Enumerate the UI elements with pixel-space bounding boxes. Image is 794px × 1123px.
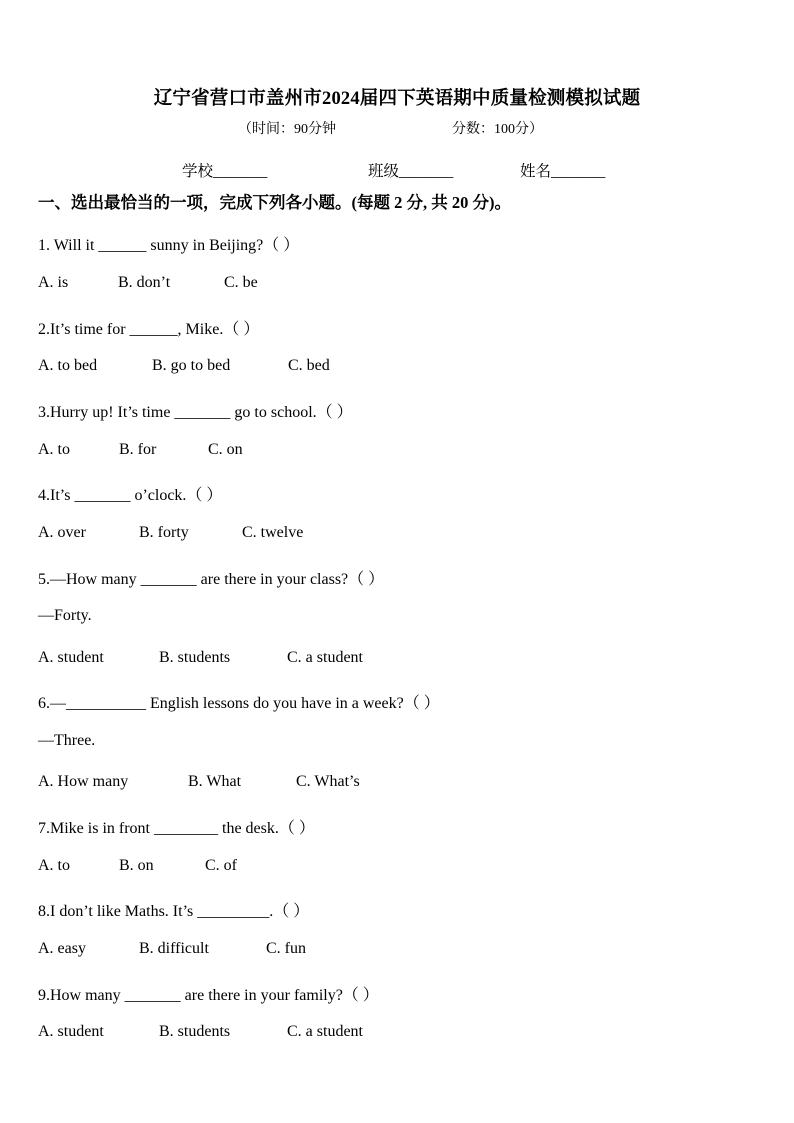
class-field: 班级_______ xyxy=(368,163,454,180)
answer-line: —Forty. xyxy=(38,607,92,624)
option-a: A. student xyxy=(38,649,104,666)
section-heading: 一、选出最恰当的一项，完成下列各小题。(每题 2 分, 共 20 分)。 xyxy=(38,193,511,212)
answer-line: —Three. xyxy=(38,732,96,749)
exam-title: 辽宁省营口市盖州市2024届四下英语期中质量检测模拟试题 xyxy=(153,89,641,109)
question-line: 4.It’s _______ o’clock.（ ） xyxy=(38,487,223,504)
option-a: A. is xyxy=(38,274,69,291)
question-line: 6.—__________ English lessons do you have in a week?（ ） xyxy=(38,695,440,712)
option-a: A. easy xyxy=(38,940,86,957)
name-field: 姓名_______ xyxy=(520,163,606,180)
exam-score: 分数：100分） xyxy=(452,122,543,137)
question-line: 7.Mike is in front ________ the desk.（ ） xyxy=(38,820,315,837)
option-a: A. student xyxy=(38,1023,104,1040)
option-a: A. How many xyxy=(38,773,129,790)
option-c: C. a student xyxy=(287,1023,363,1040)
option-c: C. on xyxy=(208,441,243,458)
question-line: 2.It’s time for ______, Mike.（ ） xyxy=(38,321,260,338)
option-c: C. What’s xyxy=(296,773,360,790)
question-line: 8.I don’t like Maths. It’s _________.（ ） xyxy=(38,903,310,920)
school-field: 学校_______ xyxy=(182,163,268,180)
question-line: 1. Will it ______ sunny in Beijing?（ ） xyxy=(38,237,300,254)
option-b: B. on xyxy=(119,857,154,874)
question-line: 3.Hurry up! It’s time _______ go to school.（ ） xyxy=(38,404,353,421)
option-b: B. difficult xyxy=(139,940,209,957)
option-a: A. to bed xyxy=(38,357,98,374)
option-c: C. a student xyxy=(287,649,363,666)
question-line: 9.How many _______ are there in your family?（ ） xyxy=(38,987,379,1004)
option-b: B. go to bed xyxy=(152,357,231,374)
option-a: A. to xyxy=(38,441,70,458)
option-c: C. twelve xyxy=(242,524,304,541)
option-c: C. of xyxy=(205,857,237,874)
option-a: A. to xyxy=(38,857,70,874)
option-b: B. students xyxy=(159,1023,231,1040)
option-c: C. fun xyxy=(266,940,306,957)
option-b: B. students xyxy=(159,649,231,666)
exam-time: （时间：90分钟 xyxy=(238,122,336,137)
option-c: C. bed xyxy=(288,357,330,374)
option-a: A. over xyxy=(38,524,86,541)
question-line: 5.—How many _______ are there in your class?（ ） xyxy=(38,571,385,588)
option-c: C. be xyxy=(224,274,258,291)
option-b: B. don’t xyxy=(118,274,171,291)
option-b: B. What xyxy=(188,773,242,790)
option-b: B. forty xyxy=(139,524,189,541)
option-b: B. for xyxy=(119,441,157,458)
